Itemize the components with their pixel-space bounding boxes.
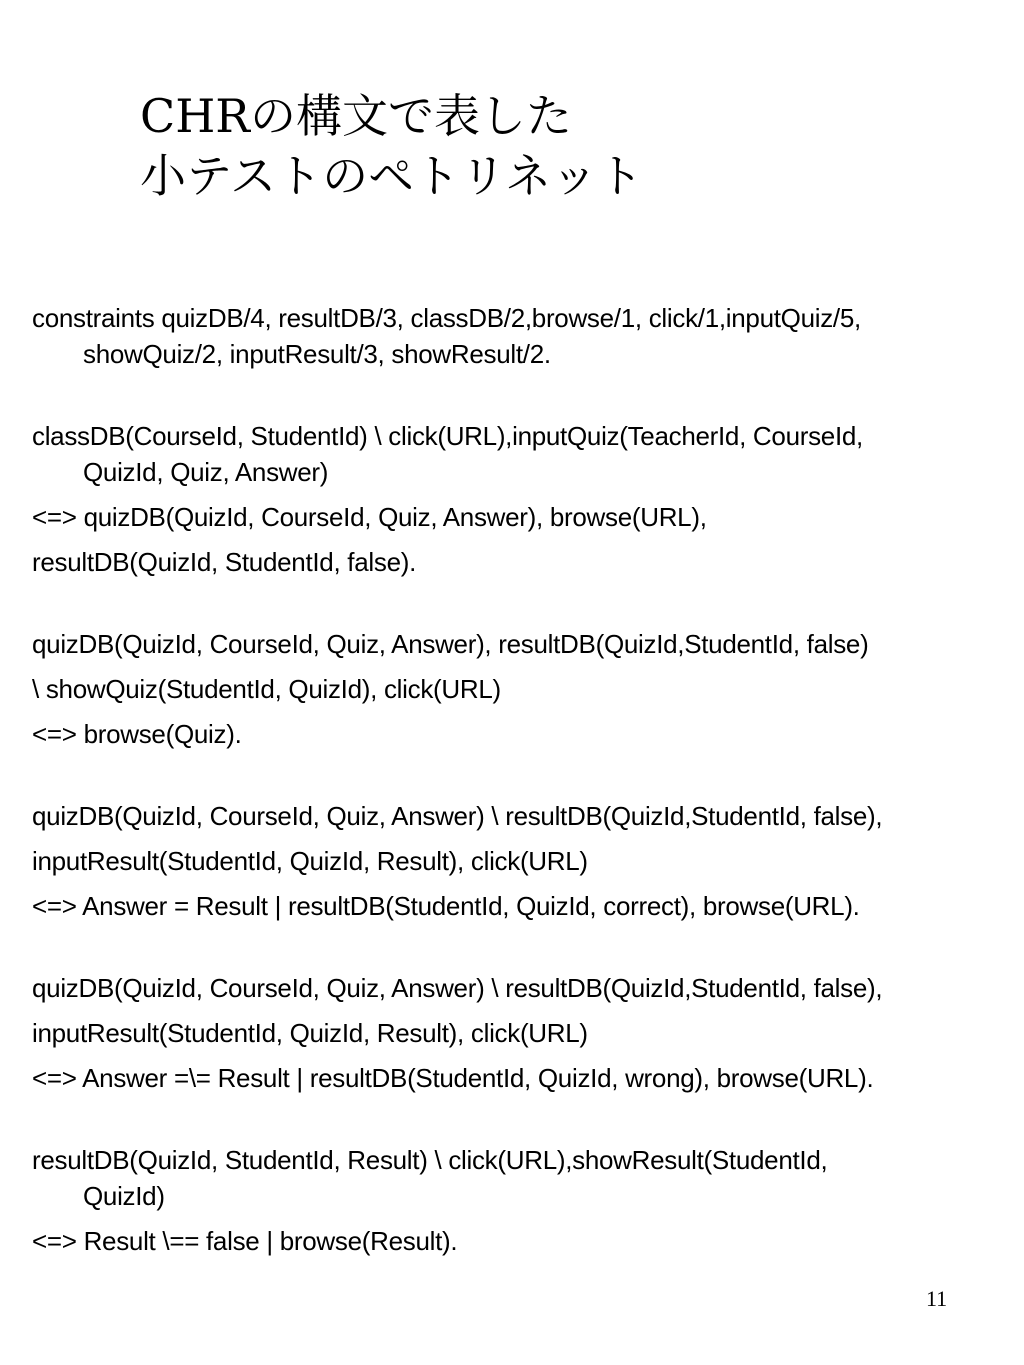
code-line (32, 970, 992, 1006)
code-line-text: classDB(CourseId, StudentId) \ click(URL),inputQuiz(TeacherId, CourseId, (32, 421, 863, 451)
code-line (32, 1223, 992, 1259)
chr-rule-block (32, 626, 992, 752)
page-number: 11 (926, 1286, 948, 1311)
code-line-text: resultDB(QuizId, StudentId, Result) \ click(URL),showResult(StudentId, (32, 1145, 828, 1175)
code-line-text: \ showQuiz(StudentId, QuizId), click(URL) (32, 674, 501, 704)
code-line-text: quizDB(QuizId, CourseId, Quiz, Answer) \ resultDB(QuizId,StudentId, false), (32, 801, 883, 831)
code-line (32, 843, 992, 879)
chr-rule-block (32, 1142, 992, 1259)
code-line (32, 716, 992, 752)
code-line-text: quizDB(QuizId, CourseId, Quiz, Answer) \ resultDB(QuizId,StudentId, false), (32, 973, 883, 1003)
code-line (32, 1142, 992, 1214)
code-line-text: quizDB(QuizId, CourseId, Quiz, Answer), resultDB(QuizId,StudentId, false) (32, 629, 869, 659)
code-line-text: constraints quizDB/4, resultDB/3, classDB/2,browse/1, click/1,inputQuiz/5, (32, 303, 861, 333)
code-line (32, 888, 992, 924)
code-line-text: <=> Result \== false | browse(Result). (32, 1226, 458, 1256)
code-line (32, 1015, 992, 1051)
code-line (32, 499, 992, 535)
chr-code-body (32, 300, 992, 1259)
code-line-text: <=> browse(Quiz). (32, 719, 242, 749)
code-line-continuation: showQuiz/2, inputResult/3, showResult/2. (83, 339, 551, 369)
slide-title-line: CHRの構文で表した (140, 89, 572, 143)
chr-rule-block (32, 300, 992, 372)
slide-title (140, 86, 643, 206)
code-line-text: resultDB(QuizId, StudentId, false). (32, 547, 417, 577)
code-line (32, 671, 992, 707)
slide-title-line: 小テストのペトリネット (140, 149, 644, 203)
code-line-text: <=> Answer = Result | resultDB(StudentId, QuizId, correct), browse(URL). (32, 891, 860, 921)
code-line-text: inputResult(StudentId, QuizId, Result), click(URL) (32, 1018, 588, 1048)
code-line (32, 798, 992, 834)
code-line (32, 1060, 992, 1096)
code-line (32, 544, 992, 580)
code-line-continuation: QuizId) (83, 1181, 165, 1211)
code-line-text: <=> Answer =\= Result | resultDB(StudentId, QuizId, wrong), browse(URL). (32, 1063, 874, 1093)
chr-rule-block (32, 418, 992, 580)
code-line-text: <=> quizDB(QuizId, CourseId, Quiz, Answer), browse(URL), (32, 502, 707, 532)
code-line (32, 626, 992, 662)
code-line (32, 418, 992, 490)
code-line-text: inputResult(StudentId, QuizId, Result), click(URL) (32, 846, 588, 876)
code-line-continuation: QuizId, Quiz, Answer) (83, 457, 329, 487)
code-line (32, 300, 992, 372)
chr-rule-block (32, 970, 992, 1096)
chr-rule-block (32, 798, 992, 924)
